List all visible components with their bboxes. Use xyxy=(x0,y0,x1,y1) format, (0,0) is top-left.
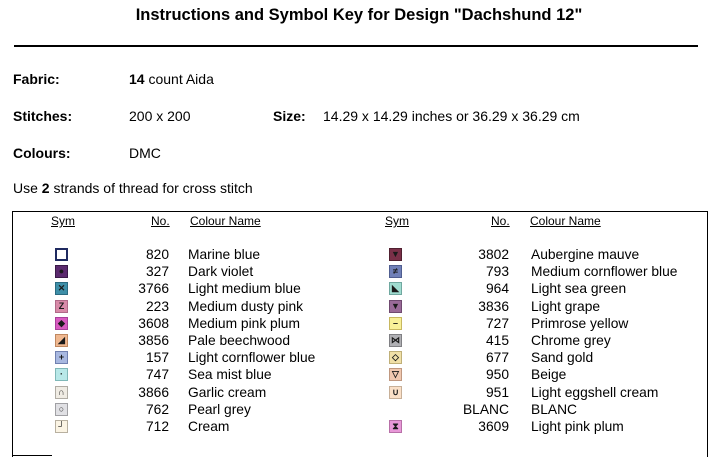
colour-number: 964 xyxy=(485,281,509,296)
header-no-right: No. xyxy=(491,214,510,228)
diamond-icon: ◆ xyxy=(55,317,68,330)
colour-name: Light cornflower blue xyxy=(188,350,316,365)
colour-number: BLANC xyxy=(462,402,509,417)
colour-name: Pale beechwood xyxy=(188,333,291,348)
colour-number: 951 xyxy=(485,385,509,400)
header-sym-left: Sym xyxy=(51,214,75,228)
colour-name: Aubergine mauve xyxy=(531,247,640,262)
fabric-count: 14 xyxy=(129,71,145,87)
colour-number: 157 xyxy=(145,350,169,365)
colour-number: 762 xyxy=(145,402,169,417)
colour-number: 727 xyxy=(485,316,509,331)
colour-number: 712 xyxy=(145,419,169,434)
fabric-type: count Aida xyxy=(144,71,214,87)
colour-number: 3802 xyxy=(478,247,509,262)
header-no-left: No. xyxy=(151,214,170,228)
note-before: Use xyxy=(13,180,42,196)
colours-value: DMC xyxy=(129,145,161,161)
colour-name: Garlic cream xyxy=(188,385,267,400)
colour-number: 3836 xyxy=(478,299,509,314)
dot-icon: · xyxy=(55,368,68,381)
note-after: strands of thread for cross stitch xyxy=(49,180,253,196)
colour-name: Pearl grey xyxy=(188,402,251,417)
colour-name: Light grape xyxy=(531,299,601,314)
colour-name: Light eggshell cream xyxy=(531,385,659,400)
header-name-left: Colour Name xyxy=(190,214,261,228)
colour-number: 677 xyxy=(485,350,509,365)
colour-name: Marine blue xyxy=(188,247,261,262)
thread-note xyxy=(13,180,253,196)
colour-name: Sea mist blue xyxy=(188,367,272,382)
colour-number: 415 xyxy=(485,333,509,348)
square-outline-icon xyxy=(55,248,68,261)
z-letter-icon: Z xyxy=(55,300,68,313)
triangle-icon: ◣ xyxy=(389,282,402,295)
ring-icon: ○ xyxy=(55,403,68,416)
corner-icon: ┘ xyxy=(55,420,68,433)
arch-icon: ∩ xyxy=(55,386,68,399)
colour-number: 3856 xyxy=(138,333,169,348)
page-title: Instructions and Symbol Key for Design "Dachshund 12" xyxy=(135,6,583,24)
colour-number: 747 xyxy=(145,367,169,382)
note-strands: 2 xyxy=(41,180,50,196)
colour-name: Sand gold xyxy=(531,350,594,365)
colour-number: 3609 xyxy=(478,419,509,434)
colour-number: 3608 xyxy=(138,316,169,331)
colour-name: BLANC xyxy=(531,402,578,417)
triangle-icon: ◢ xyxy=(55,334,68,347)
circle-icon: ● xyxy=(55,265,68,278)
down-triangle-outline-icon: ▽ xyxy=(389,368,402,381)
colour-name: Medium dusty pink xyxy=(188,299,304,314)
down-triangle-icon: ▼ xyxy=(389,300,402,313)
colour-name: Beige xyxy=(531,367,567,382)
colour-number: 793 xyxy=(485,264,509,279)
not-equal-icon: ≠ xyxy=(389,265,402,278)
hourglass-icon: ⧗ xyxy=(389,420,402,433)
header-sym-right: Sym xyxy=(385,214,409,228)
stitches-label: Stitches: xyxy=(13,108,73,124)
colour-name: Light pink plum xyxy=(531,419,624,434)
colour-name: Light sea green xyxy=(531,281,627,296)
bowtie-icon: ⋈ xyxy=(391,335,400,345)
colour-name: Chrome grey xyxy=(531,333,611,348)
colour-name: Cream xyxy=(188,419,230,434)
colour-number: 820 xyxy=(145,247,169,262)
colour-number: 223 xyxy=(145,299,169,314)
size-label: Size: xyxy=(273,108,306,124)
cup-icon: ∪ xyxy=(389,386,402,399)
colour-name: Primrose yellow xyxy=(531,316,629,331)
colours-label: Colours: xyxy=(13,145,71,161)
colour-number: 3766 xyxy=(138,281,169,296)
title-divider xyxy=(14,45,698,47)
colour-name: Light medium blue xyxy=(188,281,301,296)
colour-number: 950 xyxy=(485,367,509,382)
colour-name: Medium cornflower blue xyxy=(531,264,678,279)
colour-name: Dark violet xyxy=(188,264,254,279)
diamond-outline-icon: ◇ xyxy=(389,351,402,364)
size-value: 14.29 x 14.29 inches or 36.29 x 36.29 cm xyxy=(323,108,580,124)
colour-number: 327 xyxy=(145,264,169,279)
colour-number: 3866 xyxy=(138,385,169,400)
dash-icon: – xyxy=(389,317,402,330)
heart-down-icon: ▼ xyxy=(389,248,402,261)
x-mark-icon: ✕ xyxy=(55,282,68,295)
plus-icon: + xyxy=(55,351,68,364)
header-name-right: Colour Name xyxy=(530,214,601,228)
stitches-value: 200 x 200 xyxy=(129,108,191,124)
page-footer-line xyxy=(12,455,52,456)
fabric-value xyxy=(129,71,214,87)
fabric-label: Fabric: xyxy=(13,71,60,87)
colour-name: Medium pink plum xyxy=(188,316,300,331)
